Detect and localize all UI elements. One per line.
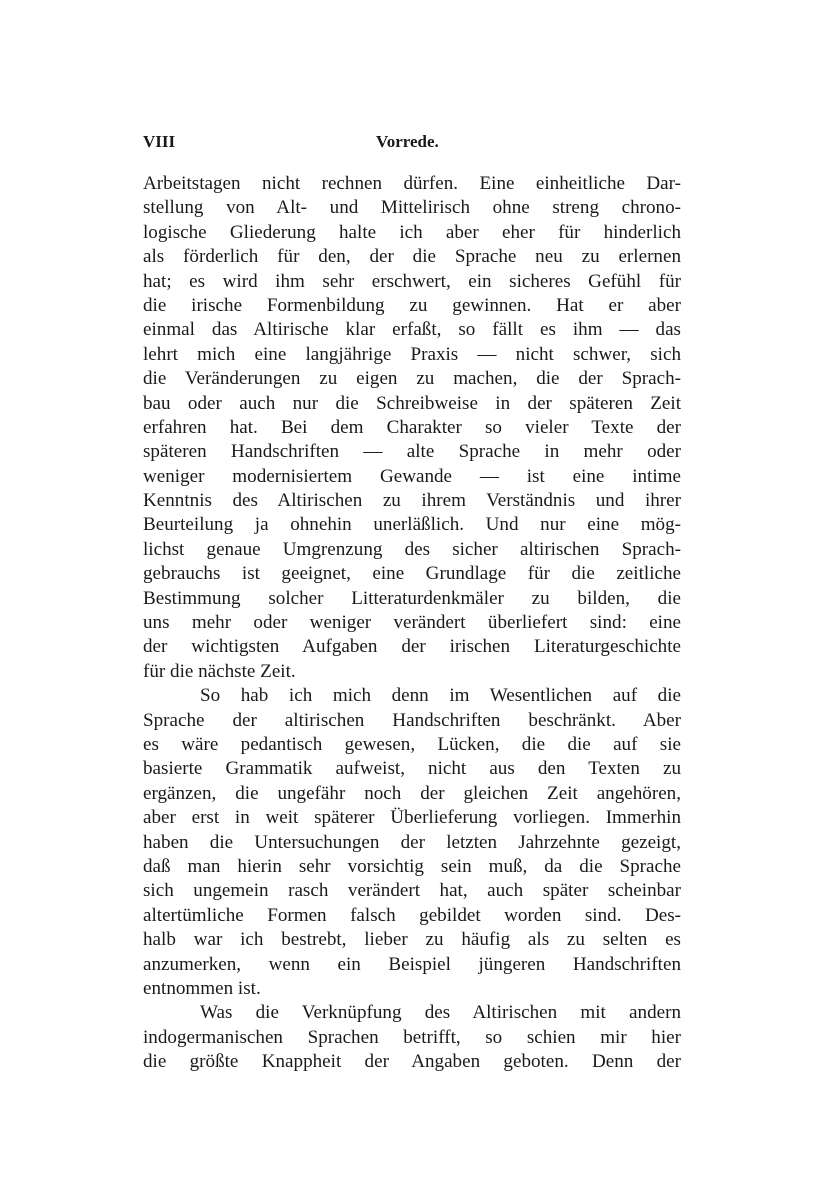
text-line: lehrt mich eine langjährige Praxis — nicht schwer, sich [143,343,681,365]
text-line: basierte Grammatik aufweist, nicht aus den Texten zu [143,758,681,780]
page-number: VIII [143,132,176,151]
text-line: sich ungemein rasch verändert hat, auch später scheinbar [143,880,681,902]
text-line: die Veränderungen zu eigen zu machen, die der Sprach- [143,368,681,390]
text-line: logische Gliederung halte ich aber eher für hinderlich [143,221,681,243]
text-line: lichst genaue Umgrenzung des sicher altirischen Sprach- [143,538,681,560]
text-line: einmal das Altirische klar erfaßt, so fällt es ihm — das [143,319,681,341]
text-line: weniger modernisiertem Gewande — ist eine intime [143,465,681,487]
text-line: gebrauchs ist geeignet, eine Grundlage für die zeitliche [143,563,681,585]
text-line: Kenntnis des Altirischen zu ihrem Verständnis und ihrer [143,490,681,512]
text-line: anzumerken, wenn ein Beispiel jüngeren Handschriften [143,953,681,975]
text-line: Sprache der altirischen Handschriften beschränkt. Aber [143,709,681,731]
running-title: Vorrede. [376,132,439,151]
text-line: altertümliche Formen falsch gebildet worden sind. Des- [143,904,681,926]
text-line: die irische Formenbildung zu gewinnen. Hat er aber [143,294,681,316]
text-line: die größte Knappheit der Angaben geboten. Denn der [143,1051,681,1073]
text-line: daß man hierin sehr vorsichtig sein muß, da die Sprache [143,855,681,877]
text-line: halb war ich bestrebt, lieber zu häufig als zu selten es [143,929,681,951]
text-line: es wäre pedantisch gewesen, Lücken, die die auf sie [143,733,681,755]
text-line: als förderlich für den, der die Sprache neu zu erlernen [143,246,681,268]
text-line: indogermanischen Sprachen betrifft, so schien mir hier [143,1026,681,1048]
paragraph [143,172,681,684]
text-line: haben die Untersuchungen der letzten Jahrzehnte gezeigt, [143,831,681,853]
text-line: erfahren hat. Bei dem Charakter so vieler Texte der [143,416,681,438]
text-line: Bestimmung solcher Litteraturdenkmäler zu bilden, die [143,587,681,609]
text-line: So hab ich mich denn im Wesentlichen auf die [200,685,681,707]
text-line: Was die Verknüpfung des Altirischen mit andern [200,1002,681,1024]
text-line: für die nächste Zeit. [143,660,296,682]
text-line: Arbeitstagen nicht rechnen dürfen. Eine einheitliche Dar- [143,173,681,194]
text-line: hat; es wird ihm sehr erschwert, ein sicheres Gefühl für [143,270,681,292]
text-line: bau oder auch nur die Schreibweise in der späteren Zeit [143,392,681,414]
text-line: ergänzen, die ungefähr noch der gleichen Zeit angehören, [143,782,681,804]
text-line: uns mehr oder weniger verändert überliefert sind: eine [143,612,681,634]
text-line: aber erst in weit späterer Überlieferung vorliegen. Immerhin [143,807,681,829]
body-text [143,172,681,1074]
paragraph [143,684,681,1001]
text-line: späteren Handschriften — alte Sprache in mehr oder [143,441,681,463]
running-header [143,132,681,156]
text-line: entnommen ist. [143,977,261,999]
text-line: der wichtigsten Aufgaben der irischen Literaturgeschichte [143,636,681,658]
text-line: Beurteilung ja ohnehin unerläßlich. Und nur eine mög- [143,514,681,536]
paragraph [143,1001,681,1074]
text-line: stellung von Alt- und Mittelirisch ohne streng chrono- [143,197,681,219]
